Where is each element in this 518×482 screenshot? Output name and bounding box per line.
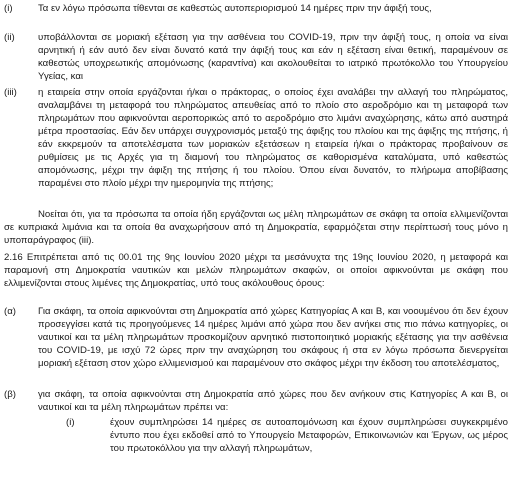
item-marker-alpha: (α) — [4, 306, 16, 317]
section-text: Επιτρέπεται από τις 00.01 της 9ης Ιουνίου 2020 μέχρι τα μεσάνυχτα της 19ης Ιουνίου 2020, η μεταφορά και παραμονή στη Δημοκρατία ναυτικών και μελών πληρωμάτων σκαφών, οι οποίοι αφικνούνται με σκάφη που ελλιμενίζονται στους λιμένες της Δημοκρατίας, υπό τους ακόλουθους όρους: — [4, 252, 508, 289]
item-text-iii: η εταιρεία στην οποία εργάζονται ή/και ο πράκτορας, ο οποίος έχει αναλάβει την αλλαγή του πληρώματος, αναλαμβάνει τη μεταφορά του πληρώματος απευθείας από το πλοίο στο αεροδρόμιο και τη μεταφορά των πληρωμάτων που αφικνούνται αεροπορικώς από το αεροδρόμιο στο λιμάνι αναχώρησης, κάτω από αυστηρά μέτρα προστασίας. Εάν δεν υπάρχει συγχρονισμός μεταξύ της άφιξης του πλοίου και της άφιξης της πτήσης, ή εάν εκκρεμούν τα αποτελέσματα των μοριακών εξετάσεων η εταιρεία ή/και ο πράκτορας προβαίνουν σε ρυθμίσεις με τις Αρχές για τη διαμονή του πληρώματος σε καθορισμένα καταλύματα, υπό καθεστώς απομόνωσης, μέχρι την άφιξη της πτήσης ή του πλοίου. Όπου είναι δυνατόν, το πλήρωμα αποβίβασης παραμένει στο πλοίο μέχρι την ημερομηνία της πτήσης; — [38, 87, 508, 189]
item-marker-ii: (ii) — [4, 32, 15, 43]
item-text-alpha: Για σκάφη, τα οποία αφικνούνται στη Δημοκρατία από χώρες Κατηγορίας Α και Β, και νοουμένου ότι δεν έχουν προσεγγίσει κατά τις προηγούμενες 14 ημέρες λιμάνι από χώρα που δεν ανήκει στις πιο πάνω κατηγορίες, οι ναυτικοί και τα μέλη πληρωμάτων προσκομίζουν αρνητικό πιστοποιητικό μοριακής εξέτασης για την ασθένεια του COVID-19, με ισχύ 72 ώρες πριν την αναχώρηση του σκάφους ή στα εν λόγω πρόσωπα διενεργείται μοριακή εξέταση στον χώρο ελλιμενισμού και παραμένουν στο σκάφος μέχρι την έκδοση του αποτελέσματος, — [38, 306, 508, 369]
subitem-text-i: έχουν συμπληρώσει 14 ημέρες σε αυτοαπομόνωση και έχουν συμπληρώσει συγκεκριμένο έντυπο που έχει εκδοθεί από το Υπουργείο Μεταφορών, Επικοινωνιών και Έργων, ως μέρος του πρωτοκόλλου για την αλλαγή πληρωμάτων, — [110, 417, 508, 454]
item-marker-i: (i) — [4, 3, 13, 14]
section-number: 2.16 — [4, 252, 23, 263]
item-text-ii: υποβάλλονται σε μοριακή εξέταση για την ασθένεια του COVID-19, πριν την άφιξή τους, η οποία να είναι αρνητική ή εάν αυτό δεν είναι δυνατό κατά την άφιξή τους και εάν η εξέταση είναι θετική, παραμένουν σε καθεστώς υποχρεωτικής απομόνωσης (καραντίνα) και ακολουθείται το ιατρικό πρωτόκολλο του Υπουργείου Υγείας, και — [38, 32, 508, 82]
section-2-16 — [4, 251, 508, 290]
subitem-marker-i: (i) — [66, 417, 75, 428]
item-text-i: Τα εν λόγω πρόσωπα τίθενται σε καθεστώς αυτοπεριορισμού 14 ημέρες πριν την άφιξή τους, — [38, 3, 432, 14]
item-text-beta: για σκάφη, τα οποία αφικνούνται στη Δημοκρατία από χώρες που δεν ανήκουν στις Κατηγορίες Α και Β, οι ναυτικοί και τα μέλη πληρωμάτων πρέπει να: — [38, 389, 508, 413]
item-marker-iii: (iii) — [4, 87, 17, 98]
item-marker-beta: (β) — [4, 389, 16, 400]
note-paragraph: Νοείται ότι, για τα πρόσωπα τα οποία ήδη εργάζονται ως μέλη πληρωμάτων σε σκάφη τα οποία ελλιμενίζονται σε κυπριακά λιμάνια και τα οποία θα αναχωρήσουν από τη Δημοκρατία, εφαρμόζεται στην περίπτωσή τους μόνο η υποπαράγραφος (iii). — [4, 209, 508, 246]
